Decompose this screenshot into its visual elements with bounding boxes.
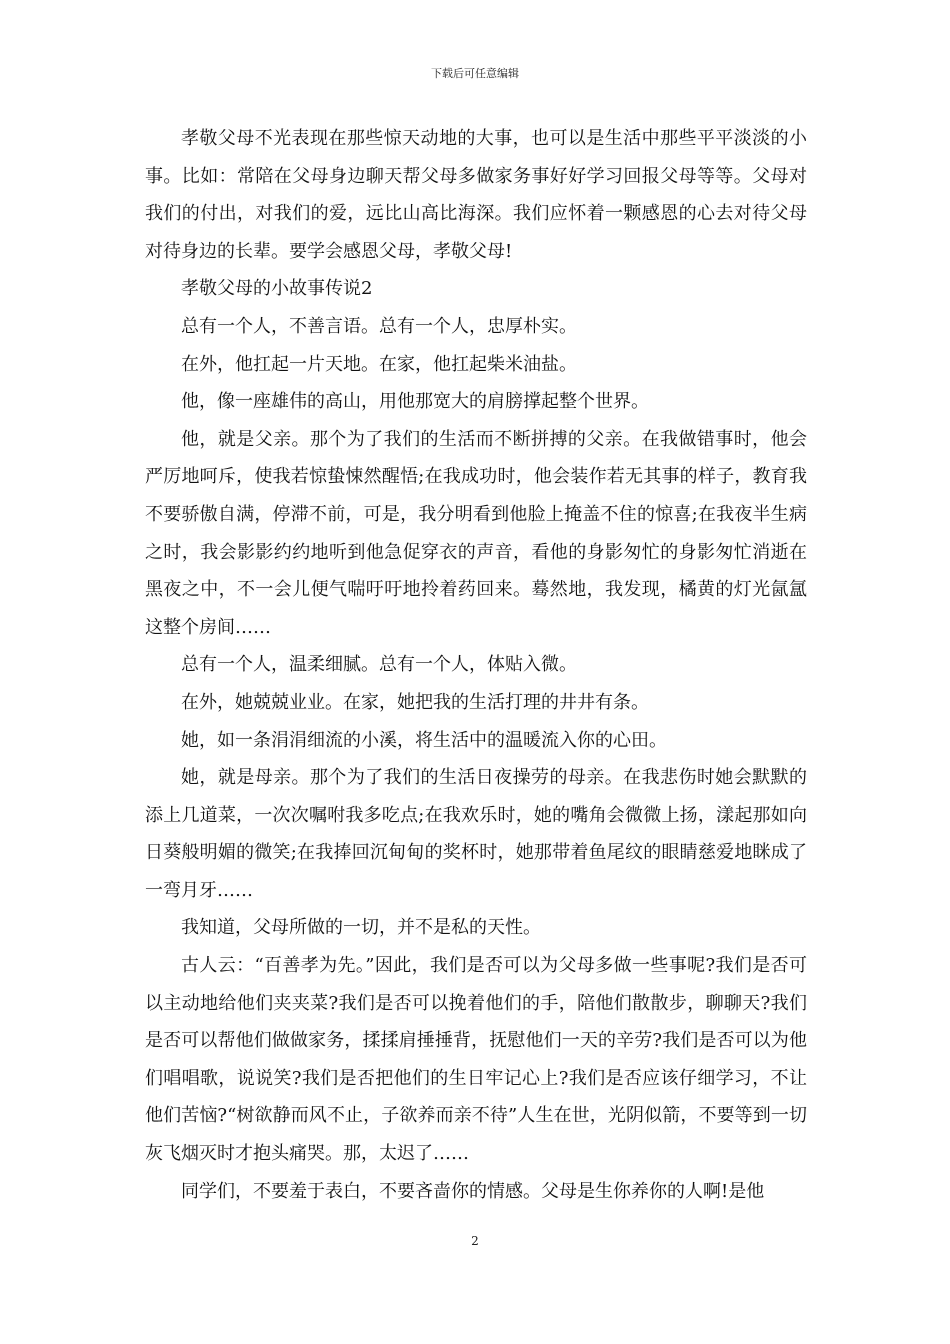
- paragraph-12: 古人云：“百善孝为先。”因此，我们是否可以为父母多做一些事呢?我们是否可以主动地给他们夹夹菜?我们是否可以挽着他们的手，陪他们散散步，聊聊天?我们是否可以帮他们做做家务，揉揉肩捶捶背，抚慰他们一天的辛劳?我们是否可以为他们唱唱歌，说说笑?我们是否把他们的生日牢记心上?我们是否应该仔细学习，不让他们苦恼?“树欲静而风不止，子欲养而亲不待”人生在世，光阴似箭，不要等到一切灰飞烟灭时才抱头痛哭。那，太迟了……: [145, 955, 807, 1165]
- paragraph-11: 我知道，父母所做的一切，并不是私的天性。: [181, 917, 541, 939]
- paragraph-4: 在外，他扛起一片天地。在家，他扛起柴米油盐。: [181, 353, 577, 375]
- document-body: [145, 120, 807, 1210]
- paragraph-3: 总有一个人，不善言语。总有一个人，忠厚朴实。: [181, 315, 577, 337]
- paragraph-10: 她，就是母亲。那个为了我们的生活日夜操劳的母亲。在我悲伤时她会默默的添上几道菜，一次次嘱咐我多吃点;在我欢乐时，她的嘴角会微微上扬，漾起那如向日葵般明媚的微笑;在我捧回沉甸甸的奖杯时，她那带着鱼尾纹的眼睛慈爱地眯成了一弯月牙……: [145, 767, 807, 901]
- page-number: 2: [471, 1234, 479, 1248]
- paragraph-13: 同学们，不要羞于表白，不要吝啬你的情感。父母是生你养你的人啊!是他: [181, 1180, 765, 1202]
- section-heading: 孝敬父母的小故事传说2: [181, 278, 373, 300]
- paragraph-1: 孝敬父母不光表现在那些惊天动地的大事，也可以是生活中那些平平淡淡的小事。比如：常陪在父母身边聊天帮父母多做家务事好好学习回报父母等等。父母对我们的付出，对我们的爱，远比山高比海深。我们应怀着一颗感恩的心去对待父母对待身边的长辈。要学会感恩父母，孝敬父母!: [145, 128, 807, 262]
- paragraph-9: 她，如一条涓涓细流的小溪，将生活中的温暖流入你的心田。: [181, 729, 667, 751]
- paragraph-8: 在外，她兢兢业业。在家，她把我的生活打理的井井有条。: [181, 691, 649, 713]
- paragraph-6: 他，就是父亲。那个为了我们的生活而不断拼搏的父亲。在我做错事时，他会严厉地呵斥，使我若惊蛰悚然醒悟;在我成功时，他会装作若无其事的样子，教育我不要骄傲自满，停滞不前，可是，我分明看到他脸上掩盖不住的惊喜;在我夜半生病之时，我会影影约约地听到他急促穿衣的声音，看他的身影匆忙的身影匆忙消逝在黑夜之中，不一会儿便气喘吁吁地拎着药回来。蓦然地，我发现，橘黄的灯光氤氲这整个房间……: [145, 428, 807, 638]
- paragraph-7: 总有一个人，温柔细腻。总有一个人，体贴入微。: [181, 654, 577, 676]
- page-header: 下载后可任意编辑: [431, 67, 519, 80]
- paragraph-5: 他，像一座雄伟的高山，用他那宽大的肩膀撑起整个世界。: [181, 391, 649, 413]
